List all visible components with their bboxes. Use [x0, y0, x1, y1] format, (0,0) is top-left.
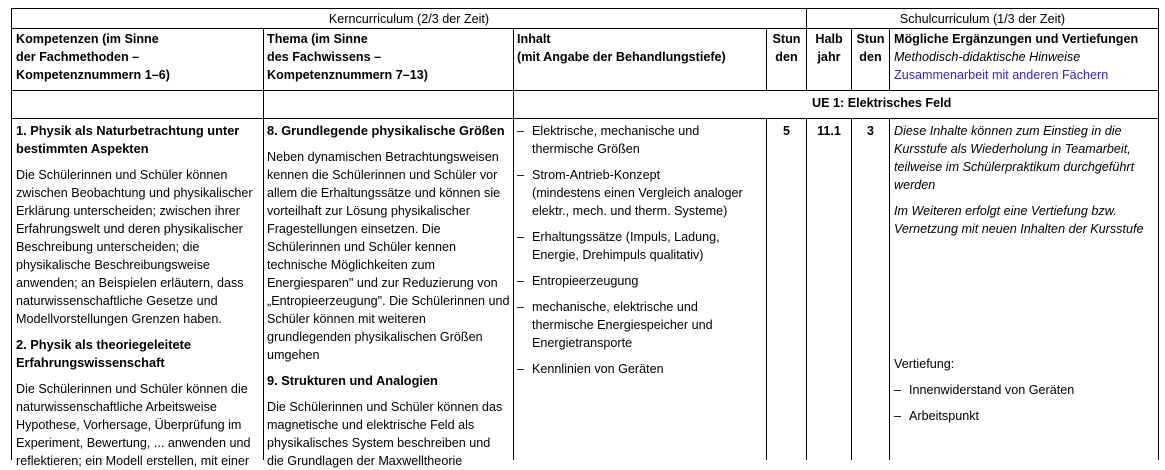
vertiefung-block	[894, 355, 1158, 425]
zusammenarbeit-link: Zusammenarbeit mit anderen Fächern	[894, 68, 1109, 82]
kompetenzen-cell: 1. Physik als Naturbetrachtung unter bestimmten Aspekten Die Schülerinnen und Schüler können zwischen Beobachtung und physikalischer Erklärung unterscheiden; zwischen ihrer Erfahrungswelt und deren physikalischer Beschreibung unterscheiden; die physikalische Beschreibungsweise anwenden; an Beispielen erläutern, dass naturwissenschaftliche Gesetze und Modellvorstellungen Grenzen haben. 2. Physik als theoriegeleitete Erfahrungswissenschaft Die Schülerinnen und Schüler können die naturwissenschaftliche Arbeitsweise Hypothese, Vorhersage, Überprüfung im Experiment, Bewertung, ... anwenden und reflektieren; ein Modell erstellen, mit einer	[16, 123, 253, 468]
unit-title: UE 1: Elektrisches Feld	[812, 96, 952, 110]
col-divider	[889, 28, 890, 90]
table-border-right	[1158, 8, 1159, 460]
header-stunden-schul: Stun den	[856, 32, 885, 64]
col-divider	[851, 118, 852, 460]
schulcurriculum-header: Schulcurriculum (1/3 der Zeit)	[899, 12, 1066, 26]
col-divider	[766, 118, 767, 460]
col-divider	[889, 118, 890, 460]
kerncurriculum-header: Kerncurriculum (2/3 der Zeit)	[328, 12, 490, 26]
col-divider	[263, 28, 264, 460]
col-divider	[513, 28, 514, 460]
inhalt-item: – Entropieerzeugung	[517, 272, 765, 290]
row-divider	[11, 90, 1159, 91]
halbjahr-value: 11.1	[817, 124, 841, 138]
stunden-schul-value: 3	[866, 124, 874, 138]
row-divider	[11, 8, 1159, 9]
header-inhalt: Inhalt (mit Angabe der Behandlungstiefe)	[517, 32, 726, 64]
col-divider	[806, 118, 807, 460]
header-stunden-kern: Stun den	[772, 32, 801, 64]
inhalt-item: – Strom-Antrieb-Konzept (mindestens einen Vergleich analoger elektr., mech. und therm. Systeme)	[517, 166, 765, 220]
stunden-kern-value: 5	[782, 124, 790, 138]
header-ergaenzungen: Mögliche Ergänzungen und Vertiefungen Methodisch-didaktische Hinweise Zusammenarbeit mit anderen Fächern	[894, 30, 1158, 84]
header-kompetenzen: Kompetenzen (im Sinne der Fachmethoden – Kompetenznummern 1–6)	[16, 32, 170, 82]
inhalt-cell	[517, 122, 765, 460]
row-divider	[11, 118, 1159, 119]
vertiefung-item: – Arbeitspunkt	[894, 407, 1158, 425]
header-halbjahr: Halb jahr	[815, 32, 843, 64]
inhalt-item: – Elektrische, mechanische und thermische Größen	[517, 122, 765, 158]
row-divider	[11, 28, 1159, 29]
inhalt-item: – Kennlinien von Geräten	[517, 360, 765, 378]
inhalt-item: – Erhaltungssätze (Impuls, Ladung, Energie, Drehimpuls qualitativ)	[517, 228, 765, 264]
table-border-left	[11, 8, 12, 460]
vertiefung-item: – Innenwiderstand von Geräten	[894, 381, 1158, 399]
ergaenzungen-hint-1: Diese Inhalte können zum Einstieg in die Kursstufe als Wiederholung in Teamarbeit, teilweise im Schülerpraktikum durchgeführt werden Im Weiteren erfolgt eine Vertiefung bzw. Vernetzung mit neuen Inhalten der Kursstufe	[894, 124, 1144, 236]
vertiefung-label: Vertiefung:	[894, 357, 955, 371]
header-thema: Thema (im Sinne des Fachwissens – Kompetenznummern 7–13)	[267, 32, 428, 82]
inhalt-item: – mechanische, elektrische und thermische Energiespeicher und Energietransporte	[517, 298, 765, 352]
thema-cell: 8. Grundlegende physikalische Größen Neben dynamischen Betrachtungsweisen kennen die Schülerinnen und Schüler vor allem die Erhaltungssätze und können sie vorteilhaft zur Lösung physikalischer Fragestellungen einsetzen. Die Schülerinnen und Schüler kennen technische Möglichkeiten zum Energiesparen" und zur Reduzierung von „Entropieerzeugung". Die Schülerinnen und Schüler können mit weiteren grundlegenden physikalischen Größen umgehen 9. Strukturen und Analogien Die Schülerinnen und Schüler können das magnetische und elektrische Feld als physikalisches System beschreiben und die Grundlagen der Maxwelltheorie	[267, 123, 510, 468]
